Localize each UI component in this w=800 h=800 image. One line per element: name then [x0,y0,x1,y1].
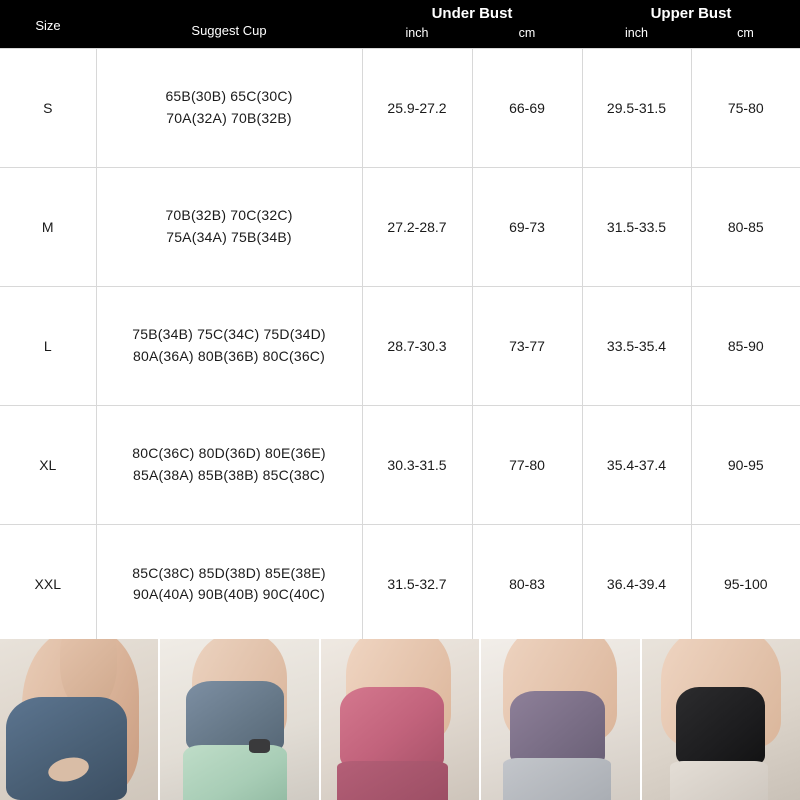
cell-upper-bust-cm: 95-100 [691,525,800,644]
leggings-mint [183,745,288,800]
table-row [0,287,800,406]
cup-line-1: 65B(30B) 65C(30C) [165,88,293,105]
watch-icon [249,739,270,753]
model-grey-bra-mint-leggings [160,639,318,800]
model-blue-sports-bra [0,639,158,800]
model-rose-sports-bra [321,639,479,800]
cell-under-bust-cm: 69-73 [472,168,582,287]
cup-line-1: 75B(34B) 75C(34C) 75D(34D) [132,326,326,343]
cell-suggest-cup [96,406,362,525]
cell-size: L [0,287,96,406]
table-row [0,49,800,168]
cup-line-1: 80C(36C) 80D(36D) 80E(36E) [132,445,326,462]
cup-line-2: 90A(40A) 90B(40B) 90C(40C) [133,586,325,603]
leggings-light [670,761,768,800]
cell-upper-bust-cm: 75-80 [691,49,800,168]
col-header-under-bust-cm: cm [472,24,582,49]
cell-under-bust-inch: 25.9-27.2 [362,49,472,168]
col-header-under-bust: Under Bust [362,0,582,24]
cell-under-bust-cm: 73-77 [472,287,582,406]
col-header-under-bust-inch: inch [362,24,472,49]
table-row [0,168,800,287]
cup-line-1: 70B(32B) 70C(32C) [165,207,293,224]
cell-suggest-cup [96,287,362,406]
cell-suggest-cup [96,525,362,644]
cell-under-bust-inch: 28.7-30.3 [362,287,472,406]
col-header-suggest-cup: Suggest Cup [96,0,362,49]
sports-bra-black [676,687,765,764]
cell-upper-bust-inch: 36.4-39.4 [582,525,691,644]
cell-upper-bust-inch: 35.4-37.4 [582,406,691,525]
table-header [0,0,800,49]
cell-upper-bust-inch: 31.5-33.5 [582,168,691,287]
col-header-size: Size [0,0,96,49]
cell-under-bust-inch: 30.3-31.5 [362,406,472,525]
cell-size: M [0,168,96,287]
cell-under-bust-cm: 77-80 [472,406,582,525]
cup-line-2: 75A(34A) 75B(34B) [166,229,292,245]
header-group-row [0,0,800,24]
cell-upper-bust-inch: 29.5-31.5 [582,49,691,168]
cup-line-2: 70A(32A) 70B(32B) [166,110,292,126]
cell-upper-bust-cm: 85-90 [691,287,800,406]
cell-under-bust-inch: 27.2-28.7 [362,168,472,287]
col-header-upper-bust-cm: cm [691,24,800,49]
cell-suggest-cup [96,49,362,168]
model-mauve-bra-grey-leggings [481,639,639,800]
model-black-sports-bra [642,639,800,800]
sports-bra-blue [6,697,126,800]
cell-size: XXL [0,525,96,644]
cell-upper-bust-cm: 90-95 [691,406,800,525]
cup-line-2: 80A(36A) 80B(36B) 80C(36C) [133,348,325,364]
cell-under-bust-cm: 80-83 [472,525,582,644]
cell-under-bust-cm: 66-69 [472,49,582,168]
table-row [0,406,800,525]
sports-bra-mauve [510,691,605,765]
cup-line-1: 85C(38C) 85D(38D) 85E(38E) [132,564,326,581]
cell-size: XL [0,406,96,525]
leggings-grey [503,758,611,800]
table-body [0,49,800,644]
col-header-upper-bust-inch: inch [582,24,691,49]
cell-upper-bust-inch: 33.5-35.4 [582,287,691,406]
cell-suggest-cup [96,168,362,287]
col-header-upper-bust: Upper Bust [582,0,800,24]
product-photo-strip [0,639,800,800]
cell-under-bust-inch: 31.5-32.7 [362,525,472,644]
table-row [0,525,800,644]
cell-upper-bust-cm: 80-85 [691,168,800,287]
sports-bra-rose [340,687,445,768]
cup-line-2: 85A(38A) 85B(38B) 85C(38C) [133,467,325,483]
cell-size: S [0,49,96,168]
leggings-rose [337,761,448,800]
